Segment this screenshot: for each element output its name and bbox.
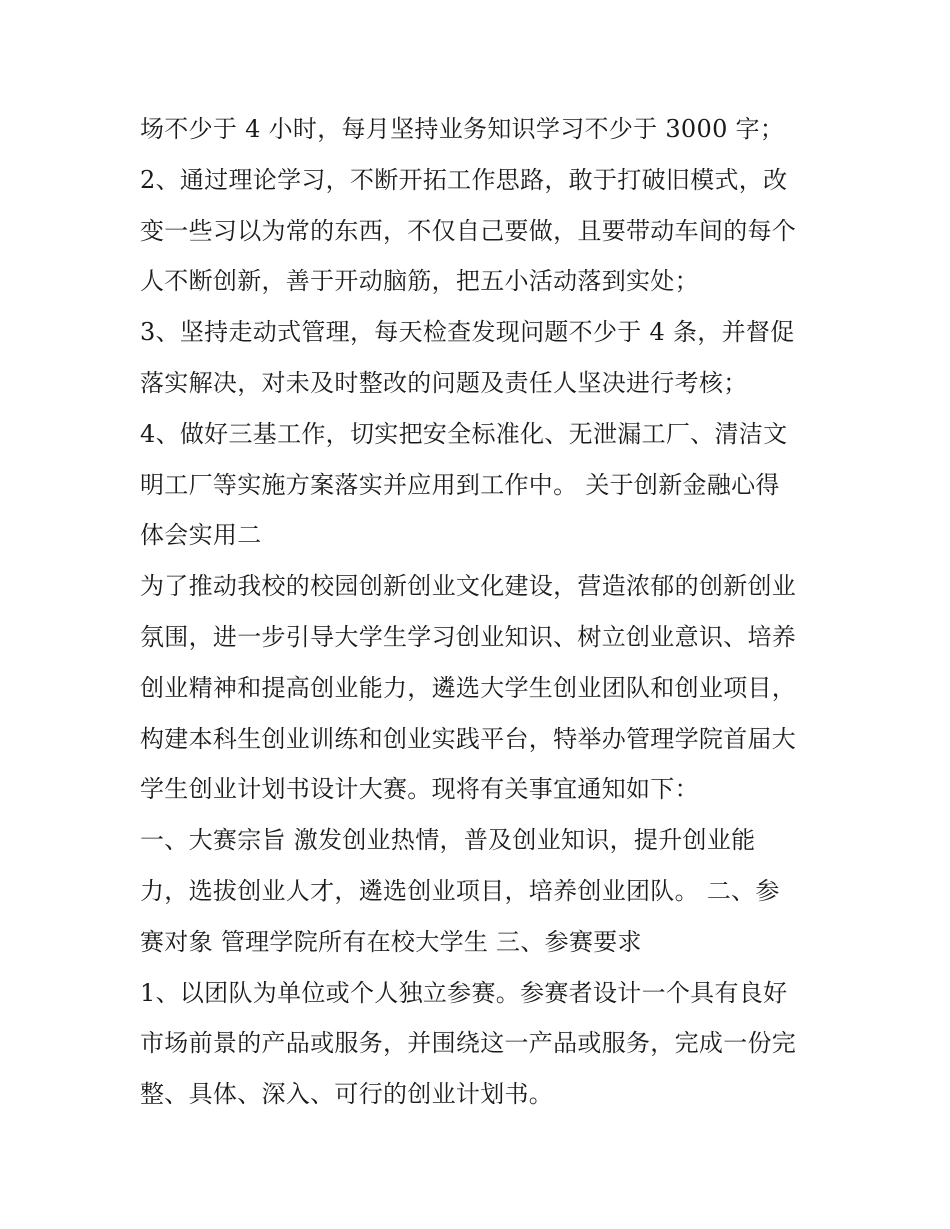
text-line: 1、以团队为单位或个人独立参赛。参赛者设计一个具有良好 — [140, 978, 788, 1007]
text-line: 整、具体、深入、可行的创业计划书。 — [140, 1080, 554, 1109]
text-line: 3、坚持走动式管理，每天检查发现问题不少于 4 条，并督促 — [140, 318, 795, 347]
text-line: 体会实用二 — [140, 521, 262, 550]
text-line: 市场前景的产品或服务，并围绕这一产品或服务，完成一份完 — [140, 1029, 797, 1058]
text-line: 4、做好三基工作，切实把安全标准化、无泄漏工厂、清洁文 — [140, 419, 788, 448]
text-line: 创业精神和提高创业能力，遴选大学生创业团队和创业项目， — [140, 673, 797, 702]
text-line: 构建本科生创业训练和创业实践平台，特举办管理学院首届大 — [140, 724, 797, 753]
text-line: 为了推动我校的校园创新创业文化建设，营造浓郁的创新创业 — [140, 572, 797, 601]
text-line: 一、大赛宗旨 激发创业热情，普及创业知识，提升创业能 — [140, 826, 756, 855]
text-line: 赛对象 管理学院所有在校大学生 三、参赛要求 — [140, 927, 642, 956]
text-line: 学生创业计划书设计大赛。现将有关事宜通知如下： — [140, 775, 699, 804]
text-line: 人不断创新，善于开动脑筋，把五小活动落到实处； — [140, 267, 699, 296]
text-line: 场不少于 4 小时，每月坚持业务知识学习不少于 3000 字； — [140, 115, 785, 143]
document-body — [140, 104, 820, 1120]
text-line: 落实解决，对未及时整改的问题及责任人坚决进行考核； — [140, 368, 748, 397]
text-line: 变一些习以为常的东西，不仅自己要做，且要带动车间的每个 — [140, 216, 797, 245]
text-line: 力，选拔创业人才，遴选创业项目，培养创业团队。 二、参 — [140, 876, 780, 905]
text-line: 2、通过理论学习，不断开拓工作思路，敢于打破旧模式，改 — [140, 165, 788, 194]
text-line: 氛围，进一步引导大学生学习创业知识、树立创业意识、培养 — [140, 622, 797, 651]
text-line: 明工厂等实施方案落实并应用到工作中。 关于创新金融心得 — [140, 470, 780, 499]
